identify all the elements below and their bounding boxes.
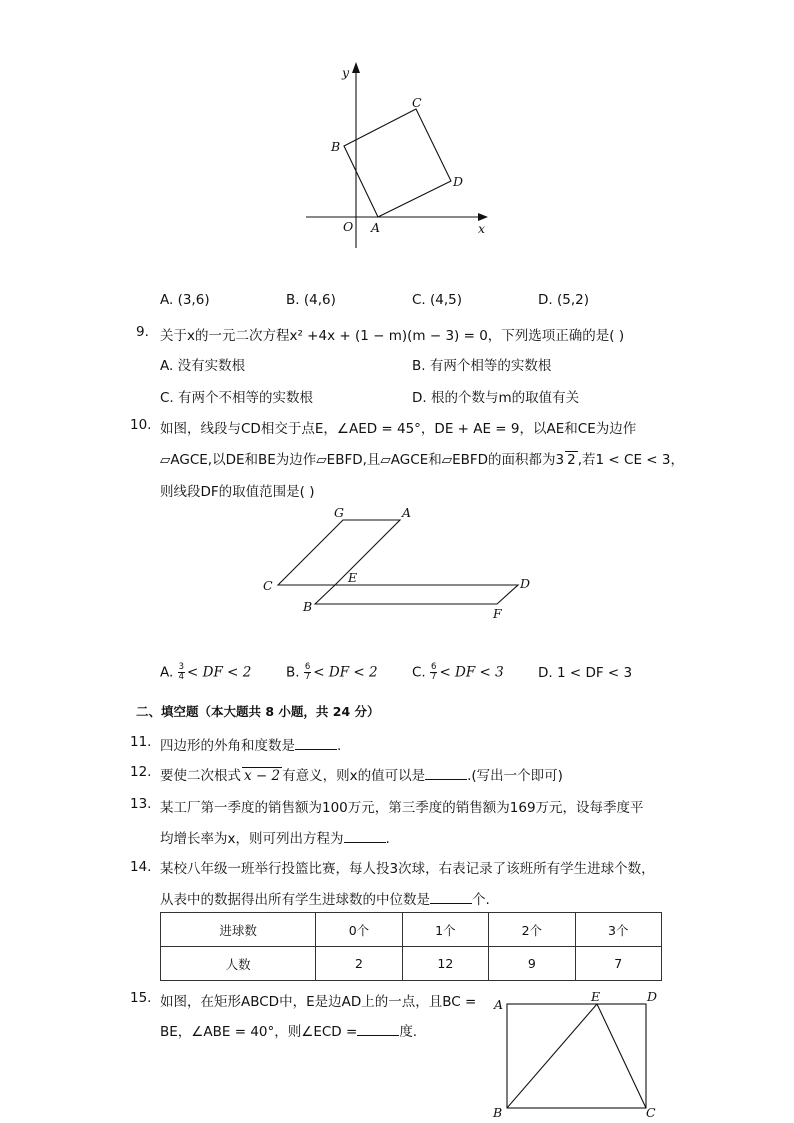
q8-option-b[interactable]: B. (4,6) xyxy=(286,292,336,308)
q10-a-denominator: 4 xyxy=(178,672,185,682)
label-y: y xyxy=(342,65,350,80)
label-d: D xyxy=(520,576,531,591)
q10-option-d[interactable]: D. 1 < DF < 3 xyxy=(538,665,633,681)
label-b: B xyxy=(303,599,313,614)
label-a: A xyxy=(494,997,504,1012)
q10-stem-line1: 如图，线段与CD相交于点E，∠AED = 45°，DE + AE = 9，以AE和CE为边作 xyxy=(160,421,637,437)
q10-c-label: C. xyxy=(412,664,426,681)
q10-a-text: < DF < 2 xyxy=(187,664,252,681)
label-c: C xyxy=(646,1105,656,1120)
q12-pre: 要使二次根式 xyxy=(160,768,241,784)
q11-end: . xyxy=(337,738,342,754)
q15-end: 度. xyxy=(399,1024,418,1040)
q10-number: 10. xyxy=(130,417,152,433)
label-a: A xyxy=(371,220,381,235)
q12-radical: x − 2 xyxy=(244,768,281,784)
segment-be xyxy=(507,1004,597,1108)
q12-end: .(写出一个即可) xyxy=(467,768,563,784)
q9-option-c[interactable]: C. 有两个不相等的实数根 xyxy=(160,390,314,406)
label-b: B xyxy=(493,1105,503,1120)
q9-option-d[interactable]: D. 根的个数与m的取值有关 xyxy=(412,390,580,406)
table-cell: 2 xyxy=(316,947,402,981)
q10-b-numerator: 6 xyxy=(304,662,311,672)
label-f: F xyxy=(493,606,502,621)
label-e: E xyxy=(348,570,358,585)
section-2-title: 二、填空题（本大题共 8 小题，共 24 分） xyxy=(136,704,380,719)
q15-number: 15. xyxy=(130,990,152,1006)
q13-end: . xyxy=(385,831,390,847)
table-cell: 人数 xyxy=(161,947,316,981)
q13-stem-line1: 某工厂第一季度的销售额为100万元，第三季度的销售额为169万元，设每季度平 xyxy=(160,800,644,816)
q13-number: 13. xyxy=(130,796,152,812)
table-cell: 3个 xyxy=(575,913,661,947)
table-cell: 1个 xyxy=(402,913,488,947)
q9-option-a[interactable]: A. 没有实数根 xyxy=(160,358,246,374)
q13-line2-text: 均增长率为x，则可列出方程为 xyxy=(160,831,344,847)
label-x: x xyxy=(478,221,486,236)
label-b: B xyxy=(331,139,341,154)
label-e: E xyxy=(591,989,601,1004)
q10-line2-part2: ,若1 < CE < 3， xyxy=(577,452,684,468)
label-a: A xyxy=(402,505,412,520)
q10-sqrt: 2 xyxy=(567,452,576,468)
rectangle-abcd xyxy=(507,1004,646,1108)
table-cell: 9 xyxy=(489,947,575,981)
q10-a-label: A. xyxy=(160,664,174,681)
q10-line2-part1: ▱AGCE,以DE和BE为边作▱EBFD,且▱AGCE和▱EBFD的面积都为3 xyxy=(160,452,565,468)
q9-stem: 关于x的一元二次方程x² +4x + (1 − m)(m − 3) = 0，下列选项正确的是( ) xyxy=(160,328,625,344)
q14-number: 14. xyxy=(130,859,152,875)
label-c: C xyxy=(412,95,422,110)
q8-option-c[interactable]: C. (4,5) xyxy=(412,292,463,308)
q10-b-label: B. xyxy=(286,664,300,681)
q14-line2-text: 从表中的数据得出所有学生进球数的中位数是 xyxy=(160,892,430,908)
q14-end: 个. xyxy=(472,892,490,908)
q10-c-numerator: 6 xyxy=(431,662,437,672)
q12-post: 有意义，则x的值可以是 xyxy=(282,768,426,784)
q10-c-text: < DF < 3 xyxy=(439,664,504,681)
q11-text: 四边形的外角和度数是 xyxy=(160,738,295,754)
q10-stem-line3: 则线段DF的取值范围是( ) xyxy=(160,484,315,500)
q14-stem-line1: 某校八年级一班举行投篮比赛，每人投3次球，右表记录了该班所有学生进球个数， xyxy=(160,861,655,877)
table-cell: 2个 xyxy=(489,913,575,947)
q8-option-d[interactable]: D. (5,2) xyxy=(538,292,589,308)
label-c: C xyxy=(263,578,273,593)
q10-b-text: < DF < 2 xyxy=(313,664,378,681)
q9-option-b[interactable]: B. 有两个相等的实数根 xyxy=(412,358,552,374)
q15-stem-line1: 如图，在矩形ABCD中，E是边AD上的一点，且BC = xyxy=(160,994,477,1010)
table-cell: 进球数 xyxy=(161,913,316,947)
label-g: G xyxy=(334,505,344,520)
q11-number: 11. xyxy=(130,734,152,750)
label-d: D xyxy=(453,174,464,189)
q8-option-a[interactable]: A. (3,6) xyxy=(160,292,210,308)
q9-number: 9. xyxy=(136,324,149,340)
q10-c-denominator: 7 xyxy=(431,672,437,682)
table-cell: 12 xyxy=(402,947,488,981)
label-o: O xyxy=(343,219,354,234)
table-cell: 7 xyxy=(575,947,661,981)
q12-number: 12. xyxy=(130,764,152,780)
q15-line2-text: BE，∠ABE = 40°，则∠ECD = xyxy=(160,1024,358,1040)
q10-a-numerator: 3 xyxy=(178,662,185,672)
label-d: D xyxy=(647,989,658,1004)
segment-ec xyxy=(597,1004,646,1108)
q10-b-denominator: 7 xyxy=(304,672,311,682)
table-cell: 0个 xyxy=(316,913,402,947)
